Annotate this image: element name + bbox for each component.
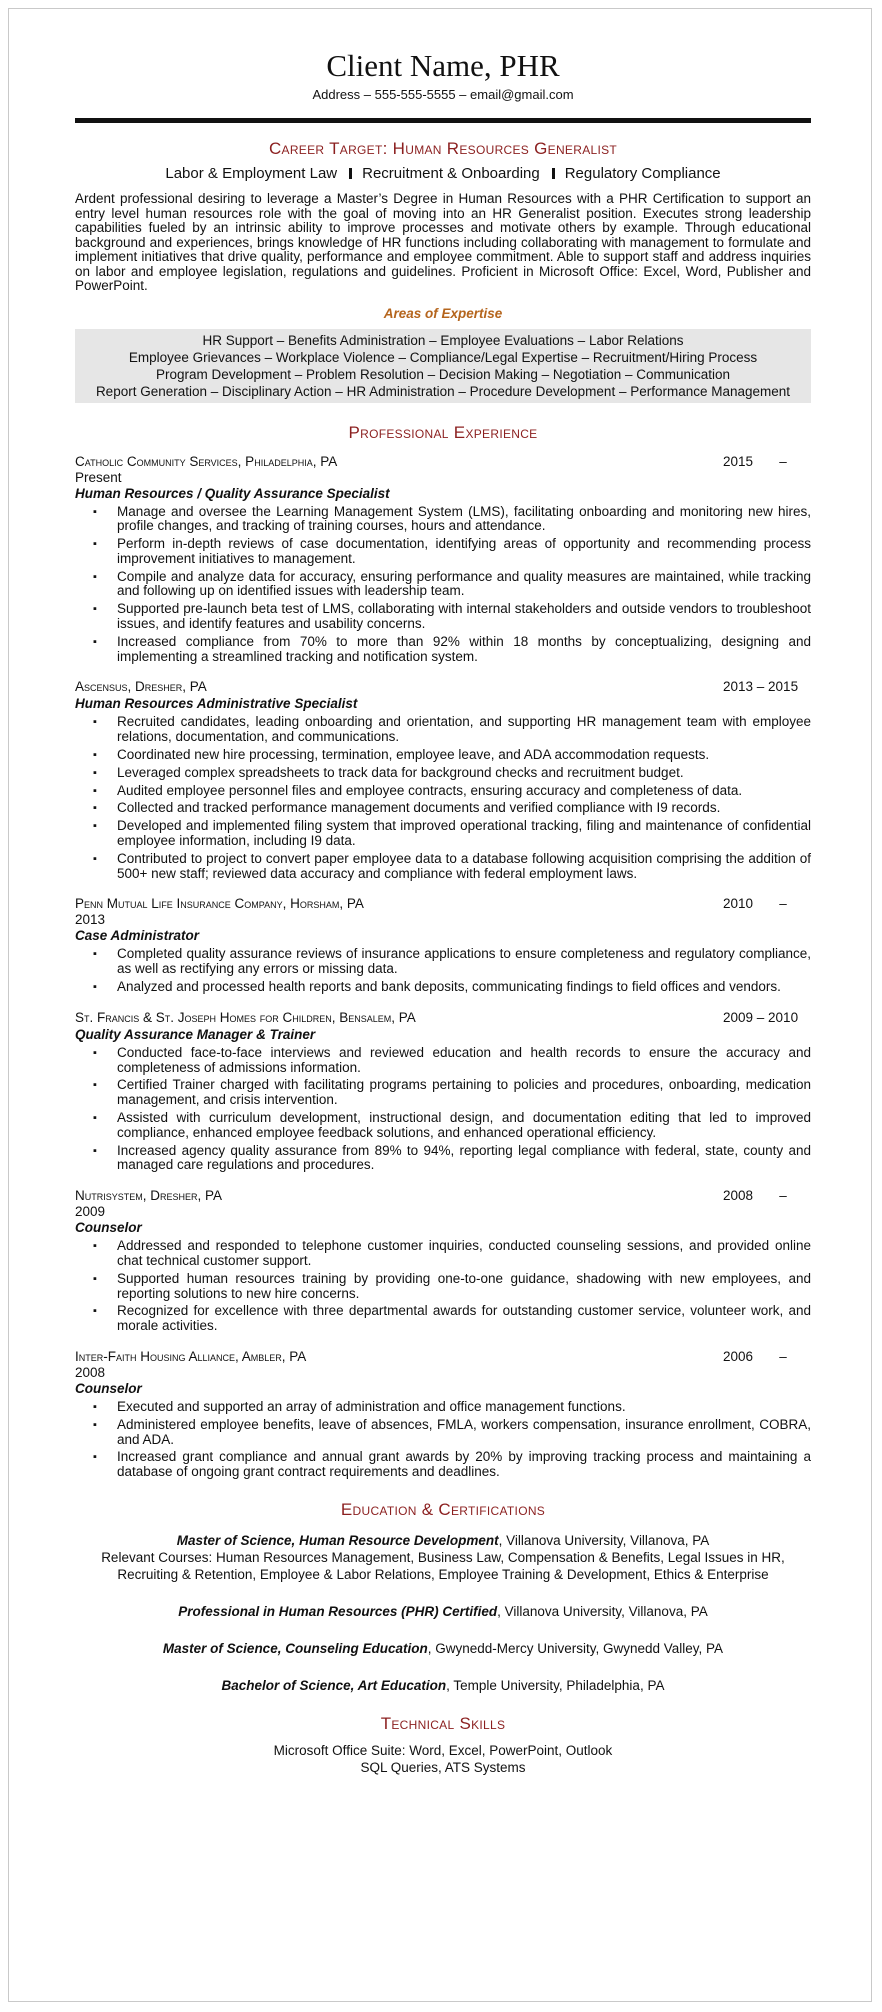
bullet-item: ▪ Supported human resources training by providing one-to-one guidance, shadowing with new employees, and reporting solutions to new hire concerns. xyxy=(117,1272,811,1302)
bullet-item: ▪ Perform in-depth reviews of case documentation, identifying areas of opportunity and recommending process improvement initiatives to management. xyxy=(117,537,811,567)
bullet-item: ▪ Completed quality assurance reviews of insurance applications to ensure completeness and regulatory compliance, as well as rectifying any errors or missing data. xyxy=(117,947,811,977)
job-entry xyxy=(75,1348,811,1480)
school: , Temple University, Philadelphia, PA xyxy=(446,1677,665,1693)
expertise-line: Program Development – Problem Resolution – Decision Making – Negotiation – Communication xyxy=(155,366,731,382)
bullet-item: ▪ Recognized for excellence with three departmental awards for outstanding customer service, volunteer work, and morale activities. xyxy=(117,1304,811,1334)
company: St. Francis & St. Joseph Homes for Children, Bensalem, PA xyxy=(75,1009,416,1025)
job-header xyxy=(75,678,811,695)
bullet-item: ▪ Administered employee benefits, leave of absences, FMLA, workers compensation, insurance enrollment, COBRA, and ADA. xyxy=(117,1418,811,1448)
job-bullets xyxy=(75,947,811,994)
client-name: Client Name, PHR xyxy=(326,48,560,83)
education-item xyxy=(75,1532,811,1583)
resume-page xyxy=(75,40,811,1776)
job-role: Human Resources Administrative Specialist xyxy=(75,696,358,712)
education-item xyxy=(75,1603,811,1620)
job-dates: 2015 – xyxy=(723,453,787,469)
contact-line: Address – 555-555-5555 – email@gmail.com xyxy=(312,87,574,102)
bullet-item: ▪ Increased compliance from 70% to more than 92% within 18 months by conceptualizing, designing and implementing a streamlined tracking and notification system. xyxy=(117,635,811,665)
job-bullets xyxy=(75,1239,811,1334)
bullet-item: ▪ Executed and supported an array of administration and office management functions. xyxy=(117,1400,811,1415)
technical-skills-title: Technical Skills xyxy=(380,1713,506,1733)
core-skills xyxy=(75,165,811,182)
job-date-end: 2009 xyxy=(75,1204,106,1220)
job-header xyxy=(75,1009,811,1026)
bullet-item: ▪ Manage and oversee the Learning Management System (LMS), facilitating onboarding and monitoring new hires, profile changes, and tracking of training courses, hours and attendance. xyxy=(117,505,811,535)
bullet-item: ▪ Addressed and responded to telephone customer inquiries, conducted counseling sessions, and provided online chat technical customer support. xyxy=(117,1239,811,1269)
job-entry xyxy=(75,453,811,665)
header-rule xyxy=(75,118,811,123)
company: Penn Mutual Life Insurance Company, Horsham, PA xyxy=(75,896,364,912)
tech-line: SQL Queries, ATS Systems xyxy=(360,1759,526,1775)
job-bullets xyxy=(75,505,811,665)
bullet-item: ▪ Increased agency quality assurance from 89% to 94%, reporting legal compliance with federal, state, county and managed care regulations and procedures. xyxy=(117,1144,811,1174)
bullet-item: ▪ Increased grant compliance and annual grant awards by 20% by improving tracking process and maintaining a database of ongoing grant contract requirements and deadlines. xyxy=(117,1450,811,1480)
degree: Master of Science, Counseling Education xyxy=(162,1640,428,1656)
education-item xyxy=(75,1640,811,1657)
job-header xyxy=(75,1187,811,1204)
bullet-item: ▪ Conducted face-to-face interviews and reviewed education and health records to ensure the accuracy and completeness of admissions information. xyxy=(117,1046,811,1076)
job-date-end: 2013 xyxy=(75,912,106,928)
technical-skills xyxy=(75,1742,811,1776)
job-dates: 2008 – xyxy=(723,1188,787,1204)
expertise-line: Report Generation – Disciplinary Action – HR Administration – Procedure Development – Performance Management xyxy=(95,383,791,399)
separator-bar xyxy=(552,168,555,179)
job-date-end: 2008 xyxy=(75,1364,106,1380)
school: , Villanova University, Villanova, PA xyxy=(498,1532,710,1548)
degree: Master of Science, Human Resource Development xyxy=(176,1532,499,1548)
job-bullets xyxy=(75,715,811,881)
tech-line: Microsoft Office Suite: Word, Excel, PowerPoint, Outlook xyxy=(273,1742,613,1758)
job-bullets xyxy=(75,1400,811,1480)
bullet-item: ▪ Analyzed and processed health reports and bank deposits, communicating findings to field offices and vendors. xyxy=(117,980,811,995)
bullet-item: ▪ Collected and tracked performance management documents and verified compliance with I9 records. xyxy=(117,801,811,816)
bullet-item: ▪ Certified Trainer charged with facilitating programs pertaining to policies and procedures, onboarding, medication management, and crisis intervention. xyxy=(117,1078,811,1108)
job-dates: 2006 – xyxy=(723,1348,787,1364)
skill-item: Recruitment & Onboarding xyxy=(362,165,540,182)
job-dates: 2009 – 2010 xyxy=(723,1009,799,1025)
courses-line: Recruiting & Retention, Employee & Labor Relations, Employee Training & Development, Ethics & Enterprise xyxy=(117,1566,769,1582)
school: , Villanova University, Villanova, PA xyxy=(497,1603,708,1619)
career-target-title: Career Target: Human Resources Generalist xyxy=(268,139,618,158)
company: Inter-Faith Housing Alliance, Ambler, PA xyxy=(75,1348,307,1364)
expertise-line: HR Support – Benefits Administration – Employee Evaluations – Labor Relations xyxy=(202,332,684,348)
job-dates: 2013 – 2015 xyxy=(723,679,799,695)
job-role: Quality Assurance Manager & Trainer xyxy=(75,1026,316,1042)
separator-bar xyxy=(349,168,352,179)
job-dates: 2010 – xyxy=(723,896,787,912)
bullet-item: ▪ Developed and implemented filing system that improved operational tracking, filing and maintenance of confidential employee information, including I9 data. xyxy=(117,819,811,849)
job-role: Counselor xyxy=(75,1220,142,1236)
job-header xyxy=(75,1348,811,1365)
bullet-item: ▪ Audited employee personnel files and employee contracts, ensuring accuracy and completeness of data. xyxy=(117,784,811,799)
bullet-item: ▪ Coordinated new hire processing, termination, employee leave, and ADA accommodation requests. xyxy=(117,748,811,763)
expertise-line: Employee Grievances – Workplace Violence – Compliance/Legal Expertise – Recruitment/Hiring Process xyxy=(128,349,758,365)
education-title: Education & Certifications xyxy=(340,1499,546,1519)
job-role: Case Administrator xyxy=(75,928,200,944)
company: Ascensus, Dresher, PA xyxy=(75,679,207,695)
areas-of-expertise-box xyxy=(75,329,811,403)
job-header xyxy=(75,895,811,912)
experience-title: Professional Experience xyxy=(348,422,538,442)
education-item xyxy=(75,1677,811,1694)
bullet-item: ▪ Compile and analyze data for accuracy, ensuring performance and quality measures are maintained, while tracking and following up on identified issues with leadership team. xyxy=(117,570,811,600)
bullet-item: ▪ Leveraged complex spreadsheets to track data for background checks and recruitment budget. xyxy=(117,766,811,781)
experience-list xyxy=(75,453,811,1480)
job-role: Human Resources / Quality Assurance Specialist xyxy=(75,485,390,501)
bullet-item: ▪ Recruited candidates, leading onboarding and orientation, and supporting HR management team with employee relations, documentation, and communications. xyxy=(117,715,811,745)
job-entry xyxy=(75,678,811,881)
courses-line: Relevant Courses: Human Resources Management, Business Law, Compensation & Benefits, Legal Issues in HR, xyxy=(101,1549,785,1565)
job-entry xyxy=(75,1009,811,1173)
areas-of-expertise-title: Areas of Expertise xyxy=(383,305,503,321)
bullet-item: ▪ Contributed to project to convert paper employee data to a database following acquisition comprising the addition of 500+ new staff; reviewed data accuracy and compliance with federal employment laws. xyxy=(117,852,811,882)
degree: Professional in Human Resources (PHR) Certified xyxy=(178,1603,498,1619)
degree: Bachelor of Science, Art Education xyxy=(221,1677,447,1693)
bullet-item: ▪ Supported pre-launch beta test of LMS, collaborating with internal stakeholders and outside vendors to troubleshoot issues, and identify features and usability concerns. xyxy=(117,602,811,632)
bullet-item: ▪ Assisted with curriculum development, instructional design, and documentation editing that led to improved compliance, enhanced employee feedback solutions, and enhanced operational efficiency. xyxy=(117,1111,811,1141)
summary-paragraph: Ardent professional desiring to leverage a Master’s Degree in Human Resources with a PHR Certification to support an entry level human resources role with the goal of moving into an HR Generalist position. Executes strong leadership capabilities fueled by an intrinsic ability to improve processes and motivate others by example. Through educational background and experiences, brings knowledge of HR functions including collaborating with management to formulate and implement initiatives that drive quality, performance and employee commitment. Able to support staff and address inquiries on labor and employee legislation, regulations and guidelines. Proficient in Microsoft Office: Excel, Word, Publisher and PowerPoint. xyxy=(75,191,811,293)
job-bullets xyxy=(75,1046,811,1173)
job-entry xyxy=(75,1187,811,1334)
job-date-end: Present xyxy=(75,469,122,485)
job-entry xyxy=(75,895,811,994)
job-header xyxy=(75,453,811,470)
skill-item: Regulatory Compliance xyxy=(564,165,721,182)
company: Nutrisystem, Dresher, PA xyxy=(75,1188,223,1204)
skill-item: Labor & Employment Law xyxy=(165,165,338,182)
job-role: Counselor xyxy=(75,1380,142,1396)
school: , Gwynedd-Mercy University, Gwynedd Valley, PA xyxy=(427,1640,724,1656)
company: Catholic Community Services, Philadelphia, PA xyxy=(75,453,338,469)
